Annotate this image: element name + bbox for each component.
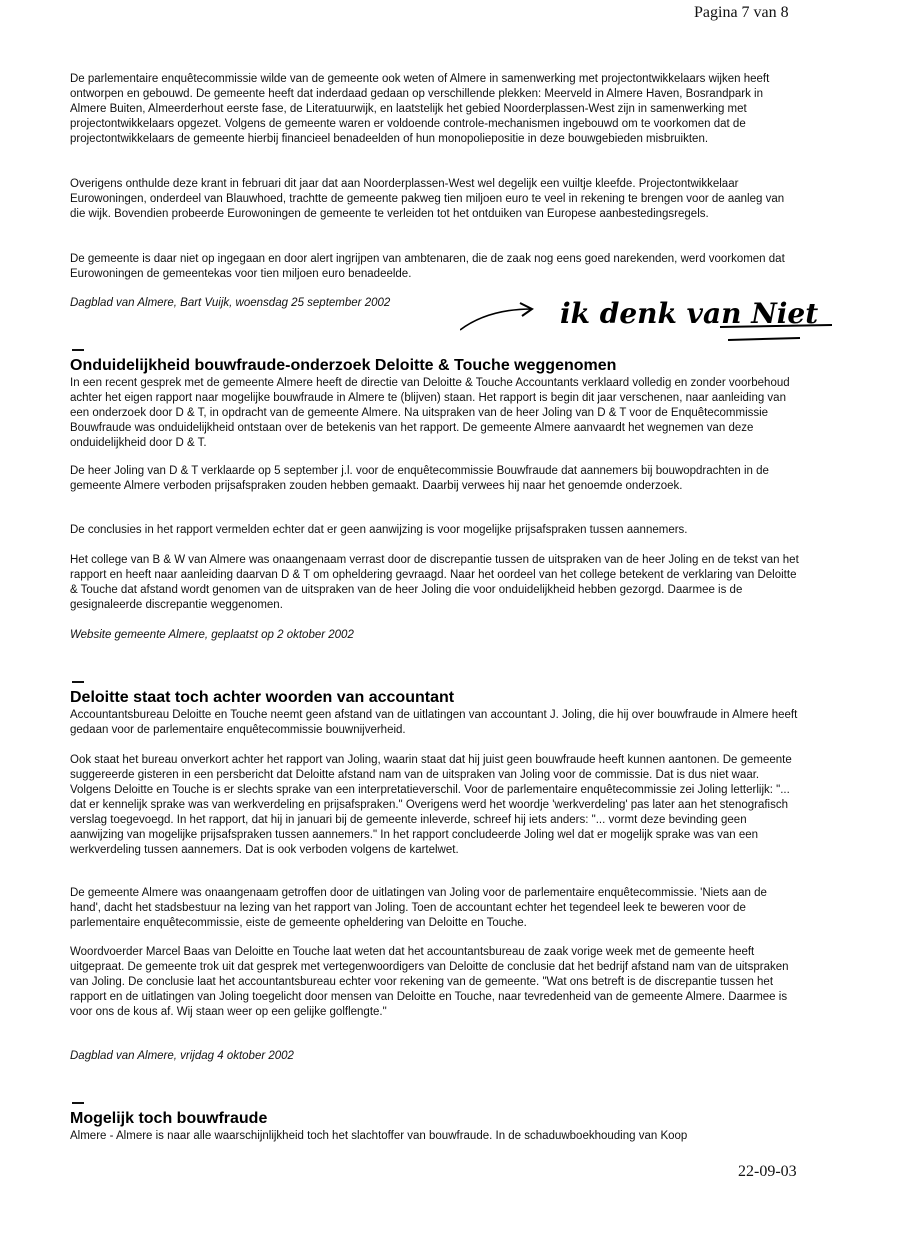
article1-paragraph-1: In een recent gesprek met de gemeente Almere heeft de directie van Deloitte & Touche Accountants verklaard volledig en zonder voorbehoud achter het eigen rapport naar mogelijke bouwfraude in Almere te (blijven) staan. Het rapport is begin dit jaar verschenen, naar aanleiding van een onderzoek door D & T, in opdracht van de gemeente Almere. Na uitspraken van de heer Joling van D & T voor de Enquêtecommissie Bouwfraude was onduidelijkheid ontstaan over de betekenis van het rapport. De gemeente Almere aanvaardt het wegnemen van deze onduidelijkheid door D & T.: [70, 377, 790, 449]
note-arrow-line: [460, 309, 532, 330]
intro-paragraph-1: De parlementaire enquêtecommissie wilde van de gemeente ook weten of Almere in samenwerking met projectontwikkelaars wijken heeft ontworpen en gebouwd. De gemeente heeft dat inderdaad gedaan op verschillende plekken: Meerveld in Almere Haven, Bosrandpark in Almere Buiten, Almeerderhout eerste fase, de Literatuurwijk, en laatstelijk het gebied Noorderplassen-West zijn in samenwerking met projectontwikkelaars opgezet. Volgens de gemeente waren er voldoende controle-mechanismen ingebouwd om te voorkomen dat de projectontwikkelaars de gemeente hierbij financieel benadeelden of hun monopoliepositie in deze bouwgebieden misbruikten.: [70, 73, 770, 145]
article3-heading: Mogelijk toch bouwfraude: [70, 1110, 268, 1127]
intro-paragraph-2: Overigens onthulde deze krant in februari dit jaar dat aan Noorderplassen-West wel degelijk een vuiltje kleefde. Projectontwikkelaar Eurowoningen, onderdeel van Blauwhoed, trachtte de gemeente pakweg tien miljoen euro te veel in rekening te brengen voor de aanleg van die wijk. Bovendien probeerde Eurowoningen de gemeente te verleiden tot het ontduiken van Europese aanbestedingsregels.: [70, 178, 785, 220]
article1-paragraph-2: De heer Joling van D & T verklaarde op 5 september j.l. voor de enquêtecommissie Bouwfraude dat aannemers bij bouwopdrachten in de gemeente Almere verboden prijsafspraken zouden hebben gemaakt. Daarbij verwees hij naar het genoemde onderzoek.: [70, 465, 769, 492]
handwritten-note: [460, 285, 860, 355]
section-dash-2: [72, 681, 84, 683]
footer-date: 22-09-03: [738, 1163, 797, 1180]
article2-paragraph-2: Ook staat het bureau onverkort achter het rapport van Joling, waarin staat dat hij juist geen bouwfraude heeft kunnen aantonen. De gemeente suggereerde gisteren in een persbericht dat Deloitte afstand nam van de uitspraken van Joling voor de commissie. Dat is dus niet waar. Volgens Deloitte en Touche is er slechts sprake van een interpretatieverschil. Voor de parlementaire enquêtecommissie zei Joling letterlijk: "... dat er kennelijk sprake was van werkverdeling en prijsafspraken." Overigens werd het woordje 'werkverdeling' pas later aan het stenografisch verslag toegevoegd. In het rapport, dat hij in januari bij de gemeente inleverde, schreef hij iets anders: "... vormt deze bevinding geen aanwijzing van mogelijke prijsafspraken tussen aannemers." In het rapport concludeerde Joling wel dat er mogelijk sprake was van een werkverdeling tussen aannemers. Dat is ook verboden volgens de kartelwet.: [70, 754, 792, 856]
article3-paragraph-1: Almere - Almere is naar alle waarschijnlijkheid toch het slachtoffer van bouwfraude. In de schaduwboekhouding van Koop: [70, 1130, 688, 1142]
section-dash-1: [72, 349, 84, 351]
article1-heading: Onduidelijkheid bouwfraude-onderzoek Deloitte & Touche weggenomen: [70, 357, 617, 374]
section-dash-3: [72, 1102, 84, 1104]
article2-paragraph-1: Accountantsbureau Deloitte en Touche neemt geen afstand van de uitlatingen van accountant J. Joling, die hij over bouwfraude in Almere heeft gedaan voor de parlementaire enquêtecommissie bouwnijverheid.: [70, 709, 798, 736]
article2-heading: Deloitte staat toch achter woorden van accountant: [70, 689, 455, 706]
article1-source: Website gemeente Almere, geplaatst op 2 oktober 2002: [70, 629, 354, 641]
article1-paragraph-3: De conclusies in het rapport vermelden echter dat er geen aanwijzing is voor mogelijke prijsafspraken tussen aannemers.: [70, 524, 688, 536]
intro-paragraph-3: De gemeente is daar niet op ingegaan en door alert ingrijpen van ambtenaren, die de zaak nog eens goed narekenden, werd voorkomen dat Eurowoningen de gemeentekas voor tien miljoen euro benadeelde.: [70, 253, 785, 280]
note-text: ik denk van Niet: [560, 297, 819, 330]
page-number: Pagina 7 van 8: [694, 4, 789, 21]
intro-source: Dagblad van Almere, Bart Vuijk, woensdag 25 september 2002: [70, 297, 391, 309]
article2-paragraph-3: De gemeente Almere was onaangenaam getroffen door de uitlatingen van Joling voor de parlementaire enquêtecommissie. 'Niets aan de hand', dacht het stadsbestuur na lezing van het rapport van Joling. Toen de accountant echter het tegendeel leek te beweren voor de parlementaire enquêtecommissie, eiste de gemeente opheldering van Deloitte en Touche.: [70, 887, 767, 929]
article2-paragraph-4: Woordvoerder Marcel Baas van Deloitte en Touche laat weten dat het accountantsbureau de zaak vorige week met de gemeente heeft uitgepraat. De gemeente trok uit dat gesprek met vertegenwoordigers van Deloitte de conclusie dat het bedrijf afstand nam van de uitspraken van Joling. De conclusie laat het accountantsbureau echter voor rekening van de gemeente. "Wat ons betreft is de discrepantie tussen het rapport en de uitlatingen van Joling toegelicht door mensen van Deloitte en Touche, naar tevredenheid van de gemeente Almere. Daarmee is voor ons de kous af. Wij staan weer op een gelijke golflengte.": [70, 946, 789, 1018]
article1-paragraph-4: Het college van B & W van Almere was onaangenaam verrast door de discrepantie tussen de uitspraken van de heer Joling en de tekst van het rapport en heeft naar aanleiding daarvan D & T om opheldering gevraagd. Naar het oordeel van het college betekent de verklaring van Deloitte & Touche dat afstand wordt genomen van de uitspraken van de heer Joling die voor onduidelijkheid hebben gezorgd. Daarmee is de gesignaleerde discrepantie weggenomen.: [70, 554, 799, 611]
note-underline-2: [728, 338, 800, 340]
article2-source: Dagblad van Almere, vrijdag 4 oktober 2002: [70, 1050, 294, 1062]
